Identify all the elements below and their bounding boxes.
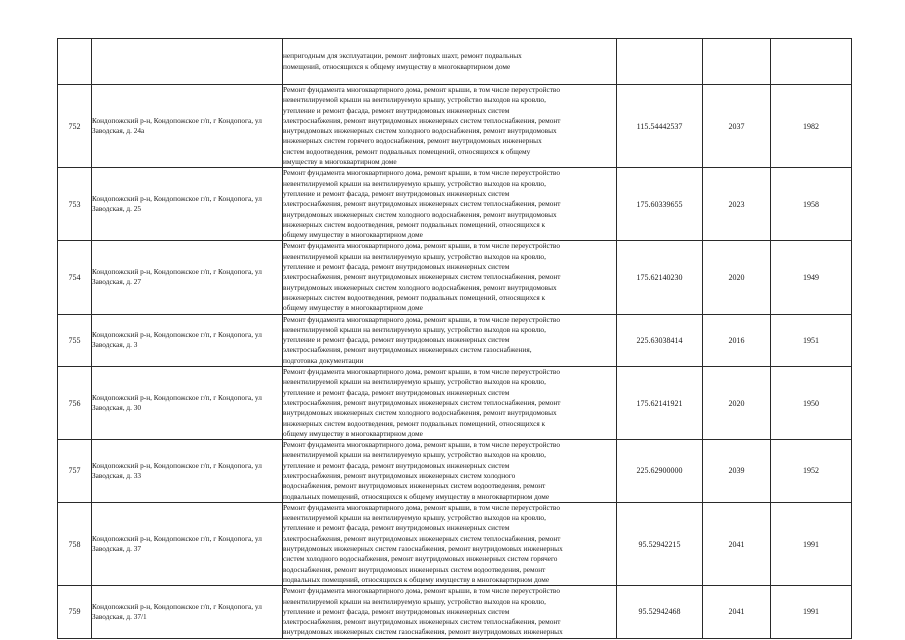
built-year-cell: 1949 [771,241,852,314]
table-row [58,586,852,638]
address-cell: Кондопожский р-н, Кондопожское г/п, г Кондопога, ул Заводская, д. 30 [92,367,283,440]
year-cell: 2039 [703,440,771,503]
built-year-cell: 1950 [771,367,852,440]
row-number: 759 [58,586,92,638]
year-cell: 2020 [703,241,771,314]
row-number: 757 [58,440,92,503]
row-number [58,39,92,85]
built-year-cell: 1952 [771,440,852,503]
address-cell [92,39,283,85]
works-cell: Ремонт фундамента многоквартирного дома, ремонт крыши, в том числе переустройство невентилируемой крыши на вентилируемую крышу, устройство выходов на кровлю, утепление и ремонт фасада, ремонт внутридомовых инженерных систем электроснабжения, ремонт внутридомовых инженерных систем теплоснабжения, ремонт внутридомовых инженерных систем холодного водоснабжения, ремонт внутридомовых инженерных систем водоотведения, ремонт подвальных помещений, относящихся к общему имуществу в многоквартирном доме [283,241,617,314]
works-cell: непригодным для эксплуатации, ремонт лифтовых шахт, ремонт подвальных помещений, относящихся к общему имуществу в многоквартирном доме [283,39,617,85]
year-cell [703,39,771,85]
cost-cell: 225.63038414 [617,314,703,366]
year-cell: 2023 [703,168,771,241]
table-row [58,314,852,366]
works-cell: Ремонт фундамента многоквартирного дома, ремонт крыши, в том числе переустройство невентилируемой крыши на вентилируемую крышу, устройство выходов на кровлю, утепление и ремонт фасада, ремонт внутридомовых инженерных систем электроснабжения, ремонт внутридомовых инженерных систем теплоснабжения, ремонт внутридомовых инженерных систем холодного водоснабжения, ремонт внутридомовых инженерных систем водоотведения, ремонт подвальных помещений, относящихся к общему имуществу в многоквартирном доме [283,168,617,241]
table-row [58,241,852,314]
works-cell: Ремонт фундамента многоквартирного дома, ремонт крыши, в том числе переустройство невентилируемой крыши на вентилируемую крышу, устройство выходов на кровлю, утепление и ремонт фасада, ремонт внутридомовых инженерных систем электроснабжения, ремонт внутридомовых инженерных систем теплоснабжения, ремонт внутридомовых инженерных систем холодного водоснабжения, ремонт внутридомовых инженерных систем горячего водоснабжения, ремонт внутридомовых инженерных систем водоотведения, ремонт подвальных помещений, относящихся к общему имуществу в многоквартирном доме [283,85,617,168]
built-year-cell: 1982 [771,85,852,168]
works-cell: Ремонт фундамента многоквартирного дома, ремонт крыши, в том числе переустройство невентилируемой крыши на вентилируемую крышу, устройство выходов на кровлю, утепление и ремонт фасада, ремонт внутридомовых инженерных систем электроснабжения, ремонт внутридомовых инженерных систем теплоснабжения, ремонт внутридомовых инженерных систем газоснабжения, ремонт внутридомовых инженерных [283,586,617,638]
table-row [58,85,852,168]
address-cell: Кондопожский р-н, Кондопожское г/п, г Кондопога, ул Заводская, д. 27 [92,241,283,314]
address-cell: Кондопожский р-н, Кондопожское г/п, г Кондопога, ул Заводская, д. 25 [92,168,283,241]
table-row [58,502,852,585]
cost-cell: 115.54442537 [617,85,703,168]
address-cell: Кондопожский р-н, Кондопожское г/п, г Кондопога, ул Заводская, д. 24а [92,85,283,168]
year-cell: 2016 [703,314,771,366]
table-body [58,39,852,639]
address-cell: Кондопожский р-н, Кондопожское г/п, г Кондопога, ул Заводская, д. 37/1 [92,586,283,638]
works-cell: Ремонт фундамента многоквартирного дома, ремонт крыши, в том числе переустройство невентилируемой крыши на вентилируемую крышу, устройство выходов на кровлю, утепление и ремонт фасада, ремонт внутридомовых инженерных систем электроснабжения, ремонт внутридомовых инженерных систем холодного водоснабжения, ремонт внутридомовых инженерных систем водоотведения, ремонт подвальных помещений, относящихся к общему имуществу в многоквартирном доме [283,440,617,503]
row-number: 754 [58,241,92,314]
table-row [58,367,852,440]
works-cell: Ремонт фундамента многоквартирного дома, ремонт крыши, в том числе переустройство невентилируемой крыши на вентилируемую крышу, устройство выходов на кровлю, утепление и ремонт фасада, ремонт внутридомовых инженерных систем электроснабжения, ремонт внутридомовых инженерных систем газоснабжения, подготовка документации [283,314,617,366]
year-cell: 2041 [703,502,771,585]
row-number: 753 [58,168,92,241]
cost-cell: 95.52942215 [617,502,703,585]
table-row [58,440,852,503]
cost-cell: 175.62141921 [617,367,703,440]
works-cell: Ремонт фундамента многоквартирного дома, ремонт крыши, в том числе переустройство невентилируемой крыши на вентилируемую крышу, устройство выходов на кровлю, утепление и ремонт фасада, ремонт внутридомовых инженерных систем электроснабжения, ремонт внутридомовых инженерных систем теплоснабжения, ремонт внутридомовых инженерных систем холодного водоснабжения, ремонт внутридомовых инженерных систем водоотведения, ремонт подвальных помещений, относящихся к общему имуществу в многоквартирном доме [283,367,617,440]
year-cell: 2037 [703,85,771,168]
cost-cell: 95.52942468 [617,586,703,638]
built-year-cell: 1958 [771,168,852,241]
address-cell: Кондопожский р-н, Кондопожское г/п, г Кондопога, ул Заводская, д. 37 [92,502,283,585]
built-year-cell: 1991 [771,502,852,585]
cost-cell: 225.62900000 [617,440,703,503]
built-year-cell [771,39,852,85]
address-cell: Кондопожский р-н, Кондопожское г/п, г Кондопога, ул Заводская, д. 3 [92,314,283,366]
built-year-cell: 1991 [771,586,852,638]
cost-cell: 175.60339655 [617,168,703,241]
table-row [58,168,852,241]
cost-cell [617,39,703,85]
works-cell: Ремонт фундамента многоквартирного дома, ремонт крыши, в том числе переустройство невентилируемой крыши на вентилируемую крышу, устройство выходов на кровлю, утепление и ремонт фасада, ремонт внутридомовых инженерных систем электроснабжения, ремонт внутридомовых инженерных систем теплоснабжения, ремонт внутридомовых инженерных систем газоснабжения, ремонт внутридомовых инженерных систем холодного водоснабжения, ремонт внутридомовых инженерных систем горячего водоснабжения, ремонт внутридомовых инженерных систем водоотведения, ремонт подвальных помещений, относящихся к общему имуществу в многоквартирном доме [283,502,617,585]
year-cell: 2041 [703,586,771,638]
housing-repair-table [57,38,852,639]
row-number: 758 [58,502,92,585]
cost-cell: 175.62140230 [617,241,703,314]
row-number: 752 [58,85,92,168]
built-year-cell: 1951 [771,314,852,366]
row-number: 756 [58,367,92,440]
row-number: 755 [58,314,92,366]
year-cell: 2020 [703,367,771,440]
table-row [58,39,852,85]
address-cell: Кондопожский р-н, Кондопожское г/п, г Кондопога, ул Заводская, д. 33 [92,440,283,503]
